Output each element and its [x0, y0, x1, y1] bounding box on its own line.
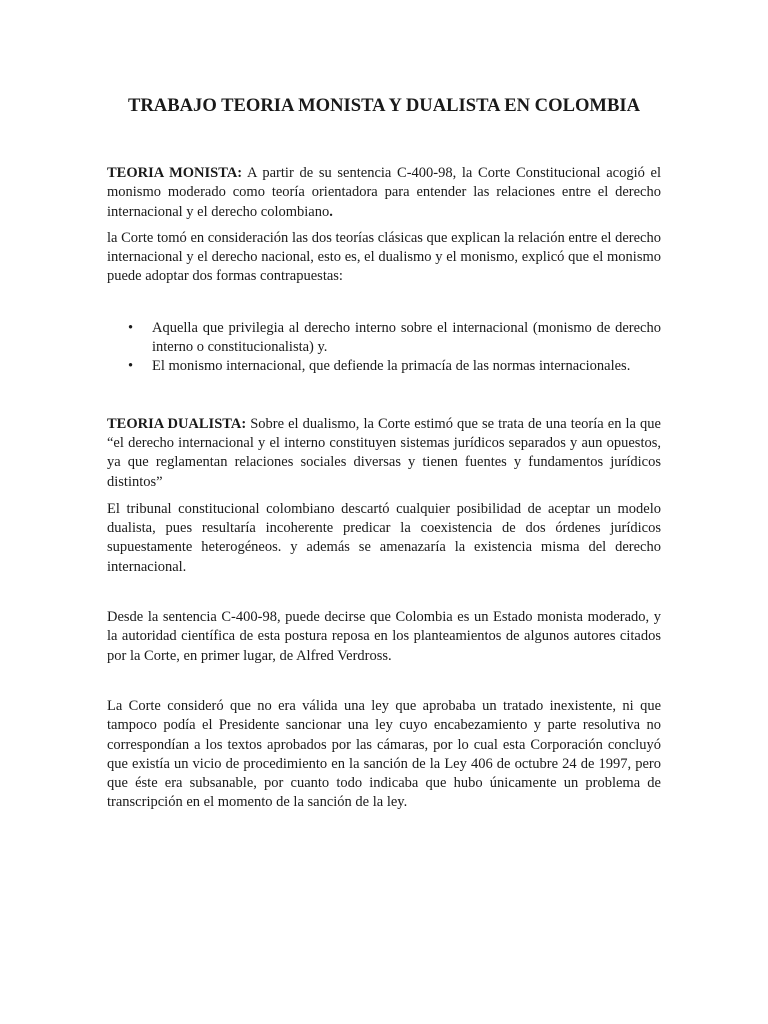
- teoria-monista-end: .: [329, 203, 333, 220]
- list-item-text: El monismo internacional, que defiende la primacía de las normas internacionales.: [152, 358, 631, 375]
- list-item: [107, 319, 661, 358]
- paragraph-tribunal: El tribunal constitucional colombiano descartó cualquier posibilidad de aceptar un modelo dualista, pues resultaría incoherente predicar la coexistencia de dos órdenes jurídicos supuestamente heterogéneos. y además se amenazaría la existencia misma del derecho internacional.: [107, 500, 661, 575]
- bullet-icon: •: [128, 319, 134, 336]
- monism-forms-list: [107, 319, 661, 377]
- teoria-dualista-text: Sobre el dualismo, la Corte estimó que se trata de una teoría en la que “el derecho internacional y el interno constituyen sistemas jurídicos separados y aun opuestos, ya que reglamentan relaciones sociales diversas y tienen fuentes y fundamentos jurídicos distintos”: [107, 415, 661, 490]
- teoria-monista-label: TEORIA MONISTA:: [107, 165, 243, 181]
- bullet-icon: •: [128, 358, 134, 375]
- paragraph-teoria-monista: [107, 164, 661, 222]
- paragraph-ley-406: La Corte consideró que no era válida una ley que aprobaba un tratado inexistente, ni que tampoco podía el Presidente sancionar una ley cuyo encabezamiento y parte resolutiva no correspondían a los textos aprobados por las cámaras, por lo cual esta Corporación concluyó que existía un vicio de procedimiento en la sanción de la Ley 406 de octubre 24 de 1997, pero que éste era subsanable, por cuanto todo indicaba que hubo únicamente un problema de transcripción en el momento de la sanción de la ley.: [107, 697, 661, 811]
- teoria-monista-text: A partir de su sentencia C-400-98, la Corte Constitucional acogió el monismo moderado como teoría orientadora para entender las relaciones entre el derecho internacional y el derecho colombiano: [107, 165, 662, 220]
- list-item-text: Aquella que privilegia al derecho interno sobre el internacional (monismo de derecho interno o constitucionalista) y.: [152, 319, 661, 356]
- teoria-dualista-label: TEORIA DUALISTA:: [107, 415, 247, 432]
- paragraph-two-theories: la Corte tomó en consideración las dos teorías clásicas que explican la relación entre el derecho internacional y el derecho nacional, esto es, el dualismo y el monismo, explicó que el monismo puede adoptar dos formas contrapuestas:: [107, 229, 661, 285]
- document-page: [107, 0, 661, 813]
- list-item: [107, 357, 661, 376]
- paragraph-sentencia: Desde la sentencia C-400-98, puede decirse que Colombia es un Estado monista moderado, y la autoridad científica de esta postura reposa en los planteamientos de algunos autores citados por la Corte, en primer lugar, de Alfred Verdross.: [107, 609, 661, 664]
- document-title: TRABAJO TEORIA MONISTA Y DUALISTA EN COLOMBIA: [127, 95, 641, 116]
- paragraph-teoria-dualista: [107, 415, 661, 492]
